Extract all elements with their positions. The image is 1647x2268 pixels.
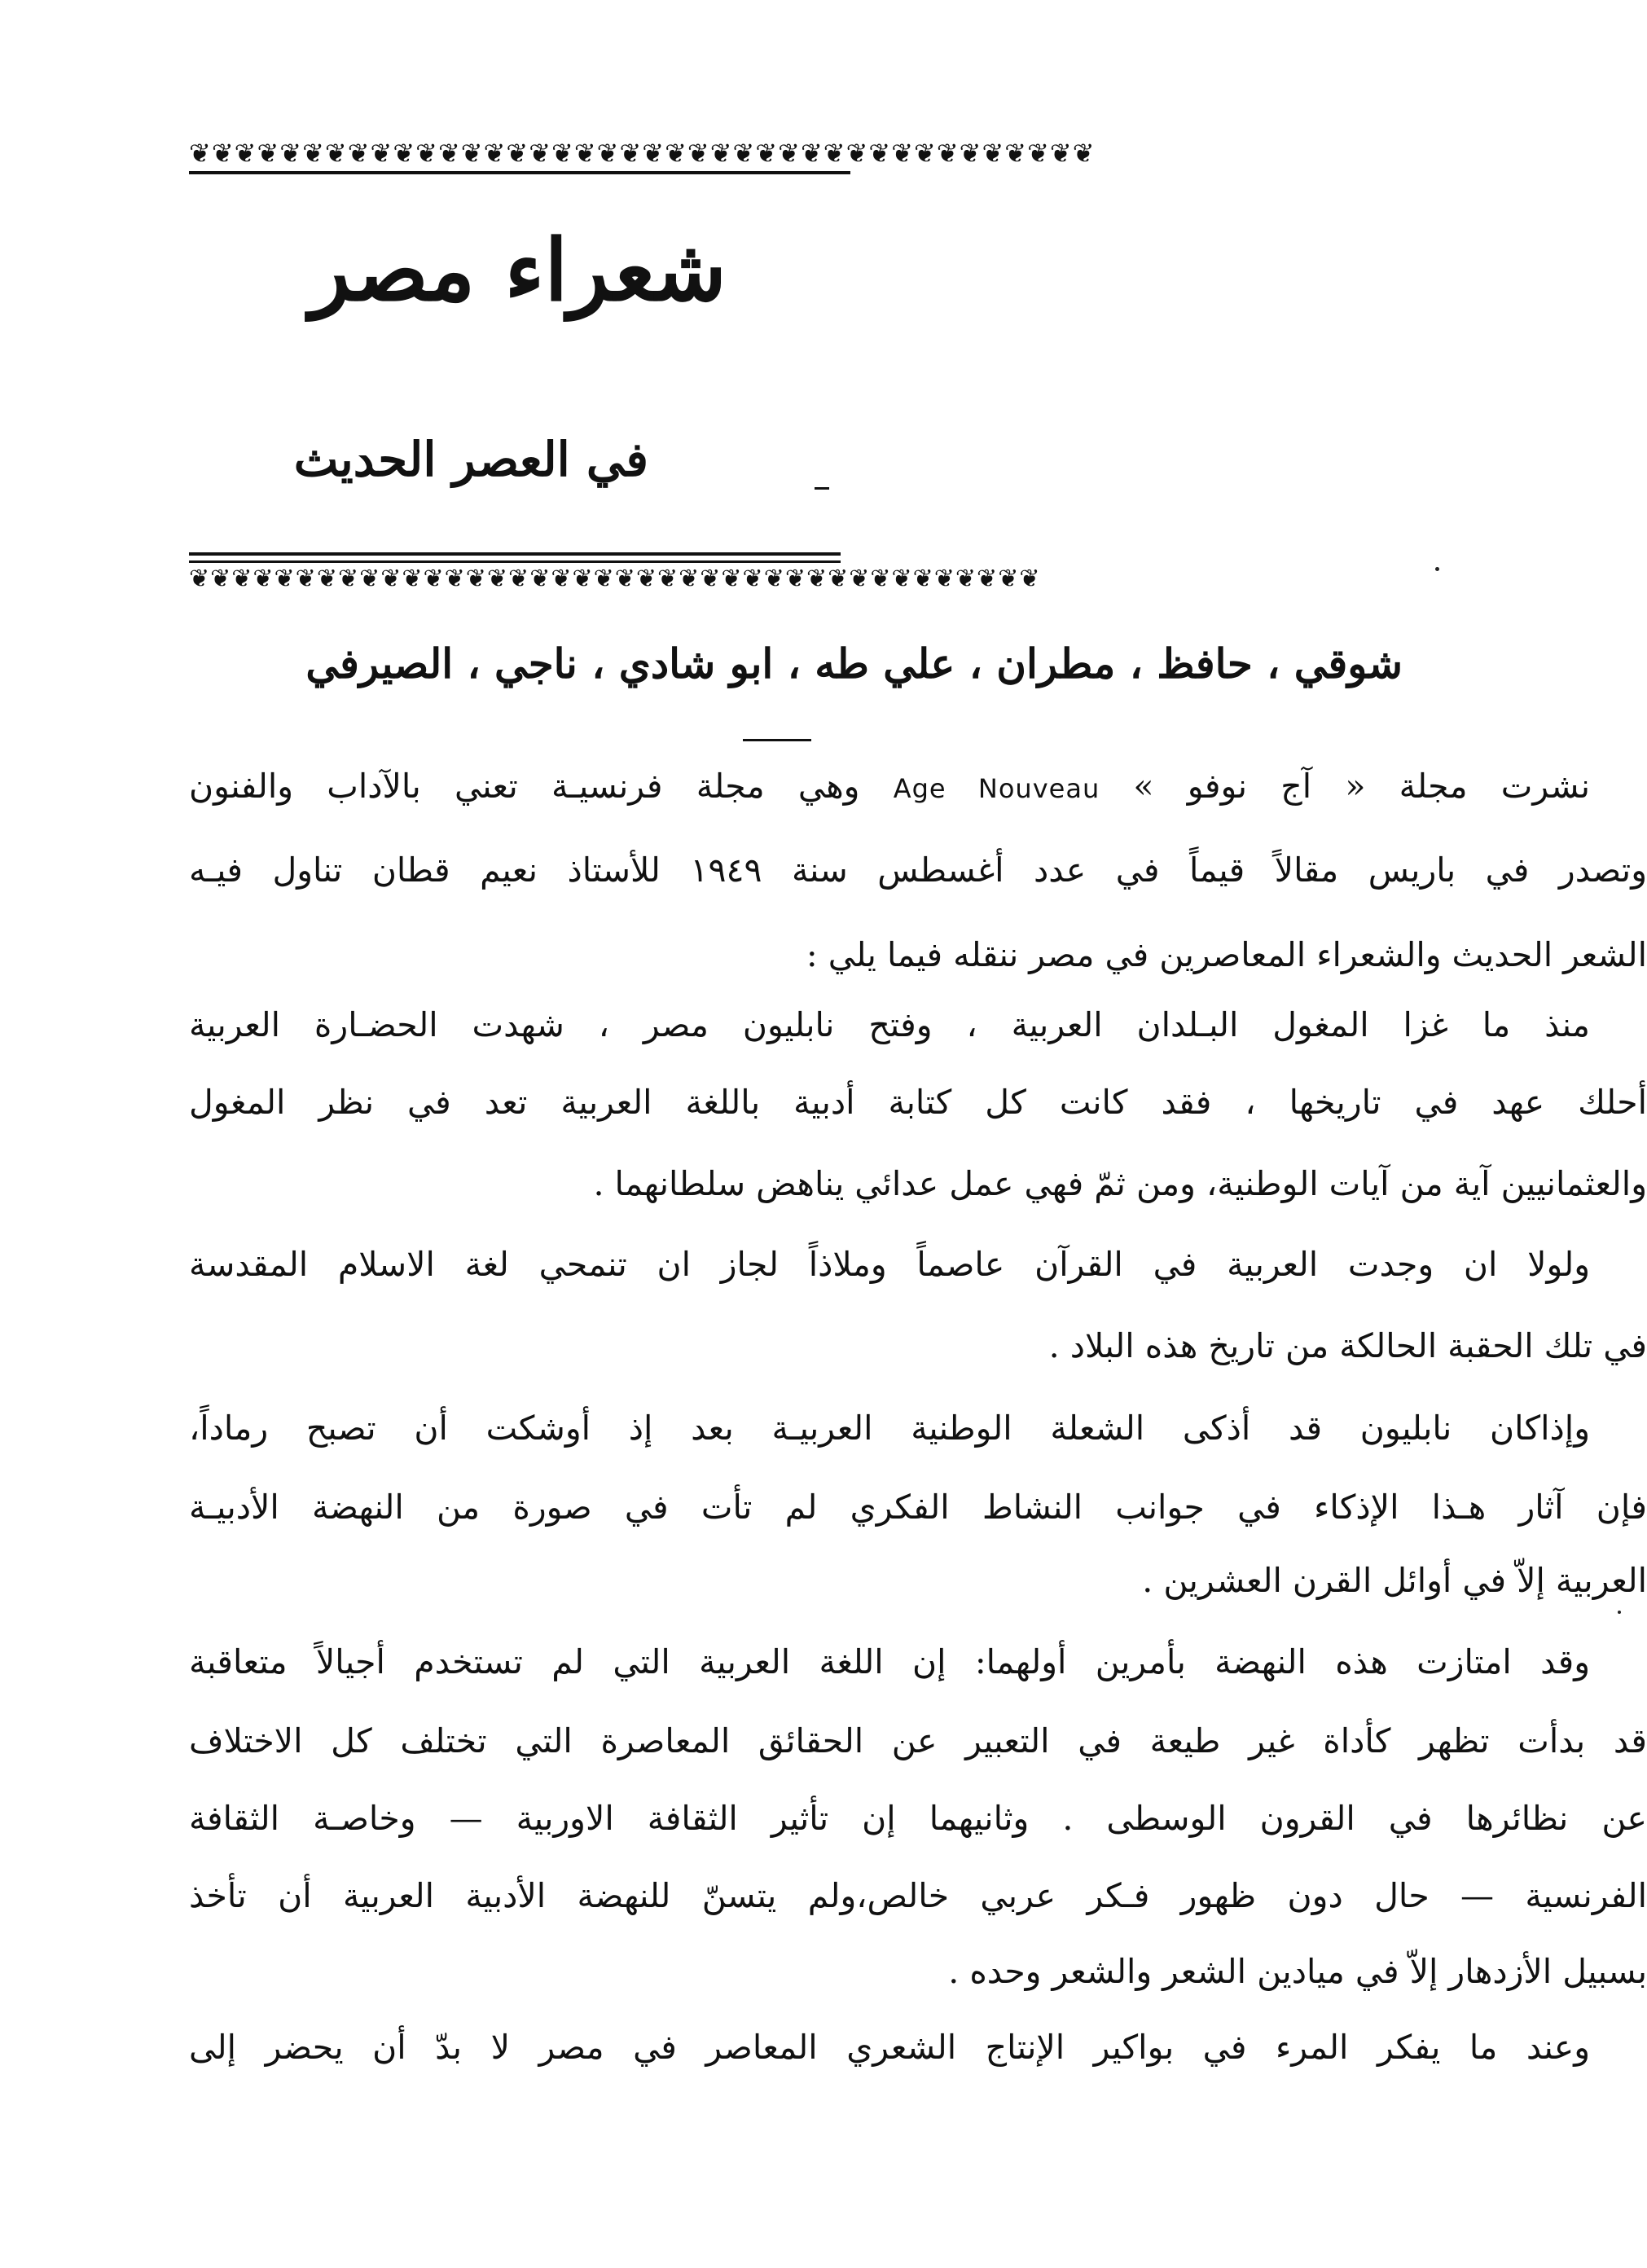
text-segment: نشرت مجلة « آج نوفو »: [1100, 767, 1590, 806]
scan-speck: [1435, 567, 1439, 571]
text-line: وقد امتازت هذه النهضة بأمرين أولهما: إن اللغة العربية التي لم تستخدم أجيالاً متعاقبة: [189, 1642, 1590, 1681]
text-line: ولولا ان وجدت العربية في القرآن عاصماً وملاذاً لجاز ان تنمحي لغة الاسلام المقدسة: [189, 1245, 1590, 1284]
text-line: العربية إلاّ في أوائل القرن العشرين .: [1142, 1561, 1647, 1600]
text-line: وتصدر في باريس مقالاً قيماً في عدد أغسطس سنة ١٩٤٩ للأستاذ نعيم قطان تناول فيـه: [189, 850, 1647, 890]
text-line: والعثمانيين آية من آيات الوطنية، ومن ثمّ فهي عمل عدائي يناهض سلطانهما .: [593, 1164, 1647, 1203]
text-line: الفرنسية — حال دون ظهور فـكر عربي خالص،ولم يتسنّ للنهضة الأدبية العربية أن تأخذ: [189, 1876, 1647, 1915]
text-line: أحلك عهد في تاريخها ، فقد كانت كل كتابة أدبية باللغة العربية تعد في نظر المغول: [189, 1083, 1647, 1122]
text-line: الشعر الحديث والشعراء المعاصرين في مصر ننقله فيما يلي :: [806, 935, 1647, 974]
text-line: بسبيل الأزدهار إلاّ في ميادين الشعر والشعر وحده .: [948, 1952, 1647, 1991]
text-line: في تلك الحقبة الحالكة من تاريخ هذه البلاد .: [1048, 1326, 1647, 1365]
page-title: شعراء مصر: [310, 220, 727, 320]
text-line: منذ ما غزا المغول البـلدان العربية ، وفتح نابليون مصر ، شهدت الحضـارة العربية: [189, 1005, 1590, 1044]
article-body: [189, 0, 1647, 2268]
text-line: عن نظائرها في القرون الوسطى . وثانيهما إن تأثير الثقافة الاوربية — وخاصـة الثقافة: [189, 1799, 1647, 1838]
scan-speck: [1618, 1611, 1621, 1614]
text-line: وإذاكان نابليون قد أذكى الشعلة الوطنية العربيـة بعد إذ أوشكت أن تصبح رماداً،: [189, 1409, 1590, 1448]
ornament-pattern: ❦❦❦❦❦❦❦❦❦❦❦❦❦❦❦❦❦❦❦❦❦❦❦❦❦❦❦❦❦❦❦❦❦❦❦❦❦❦❦❦: [189, 138, 1096, 169]
text-line: [189, 767, 1590, 806]
poets-list: شوقي ، حافظ ، مطران ، علي طه ، ابو شادي ، ناجي ، الصيرفي: [305, 640, 1403, 688]
ornament-pattern: ❦❦❦❦❦❦❦❦❦❦❦❦❦❦❦❦❦❦❦❦❦❦❦❦❦❦❦❦❦❦❦❦❦❦❦❦❦❦❦❦: [189, 565, 1041, 593]
text-segment: وهي مجلة فرنسيـة تعني بالآداب والفنون: [189, 767, 894, 806]
text-line: وعند ما يفكر المرء في بواكير الإنتاج الشعري المعاصر في مصر لا بدّ أن يحضر إلى: [189, 2028, 1590, 2067]
latin-term: Age Nouveau: [893, 773, 1100, 804]
text-line: قد بدأت تظهر كأداة غير طيعة في التعبير عن الحقائق المعاصرة التي تختلف كل الاختلاف: [189, 1721, 1647, 1760]
page-subtitle: في العصر الحديث: [293, 432, 648, 487]
text-line: فإن آثار هـذا الإذكاء في جوانب النشاط الفكري لم تأت في صورة من النهضة الأدبيـة: [189, 1488, 1647, 1527]
